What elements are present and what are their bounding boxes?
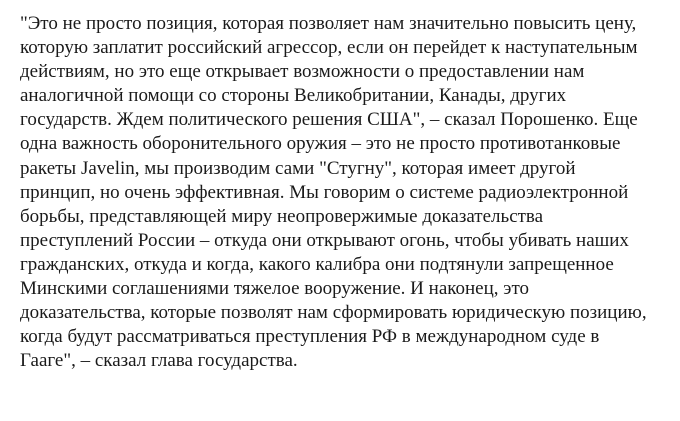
quote-paragraph bbox=[20, 12, 670, 373]
paragraph-line-10: преступлений России – откуда они открывают огонь, чтобы убивать наших bbox=[20, 229, 629, 251]
paragraph-line-2: которую заплатит российский агрессор, если он перейдет к наступательным bbox=[20, 37, 638, 59]
paragraph-line-1: "Это не просто позиция, которая позволяет нам значительно повысить цену, bbox=[20, 13, 637, 34]
paragraph-line-4: аналогичной помощи со стороны Великобритании, Канады, других bbox=[20, 85, 567, 107]
paragraph-line-3: действиям, но это еще открывает возможности о предоставлении нам bbox=[20, 61, 585, 83]
paragraph-line-8: принцип, но очень эффективная. Мы говорим о системе радиоэлектронной bbox=[20, 181, 629, 203]
paragraph-line-12: Минскими соглашениями тяжелое вооружение. И наконец, это bbox=[20, 278, 529, 300]
paragraph-line-6: одна важность оборонительного оружия – это не просто противотанковые bbox=[20, 133, 621, 155]
paragraph-line-14: когда будут рассматриваться преступления РФ в международном суде в bbox=[20, 326, 600, 348]
paragraph-line-5: государств. Ждем политического решения США", – сказал Порошенко. Еще bbox=[20, 109, 638, 131]
paragraph-line-7: ракеты Javelin, мы производим сами "Стугну", которая имеет другой bbox=[20, 157, 576, 179]
paragraph-line-9: борьбы, представляющей миру неопровержимые доказательства bbox=[20, 205, 544, 227]
paragraph-line-13: доказательства, которые позволят нам сформировать юридическую позицию, bbox=[20, 302, 647, 324]
paragraph-line-15: Гааге", – сказал глава государства. bbox=[20, 350, 298, 372]
paragraph-line-11: гражданских, откуда и когда, какого калибра они подтянули запрещенное bbox=[20, 253, 614, 275]
